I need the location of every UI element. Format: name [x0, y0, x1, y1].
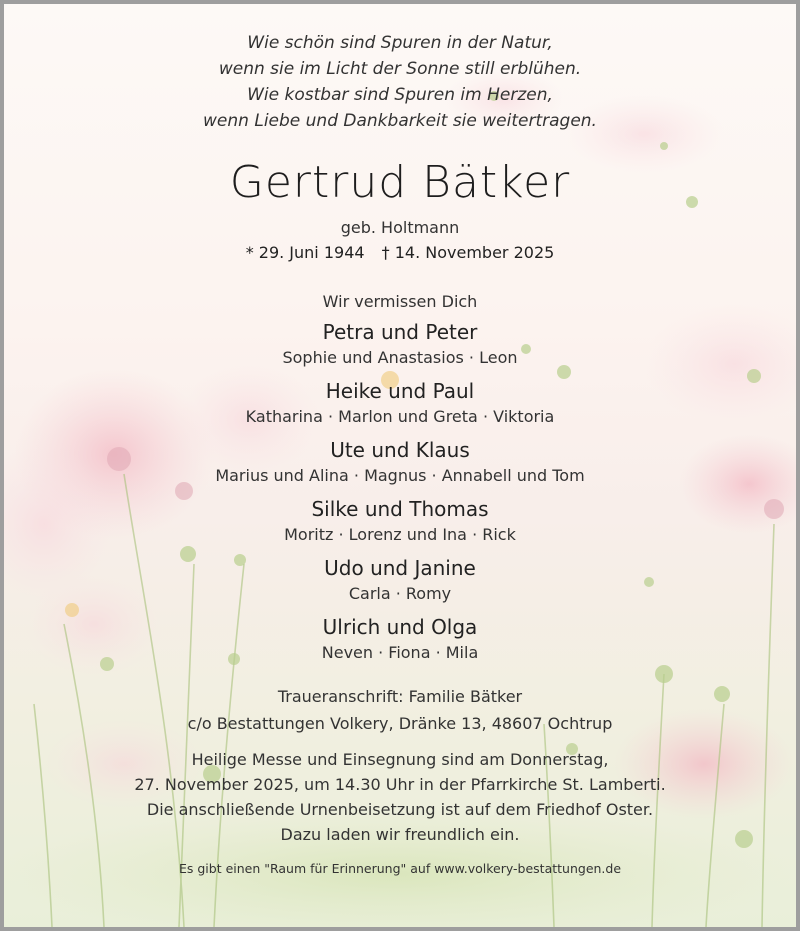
family-couple: Petra und Peter — [322, 320, 478, 344]
service-line: Dazu laden wir freundlich ein. — [280, 825, 520, 844]
obituary-content — [4, 4, 796, 876]
family-block — [4, 554, 796, 606]
family-couple: Ute und Klaus — [330, 438, 470, 462]
service-info — [4, 747, 796, 847]
mourning-address — [4, 683, 796, 737]
family-block — [4, 377, 796, 429]
poem-line: wenn Liebe und Dankbarkeit sie weitertragen. — [203, 111, 597, 131]
poem — [4, 30, 796, 134]
family-block — [4, 495, 796, 547]
family-couple: Heike und Paul — [325, 379, 475, 403]
address-line: Traueranschrift: Familie Bätker — [277, 687, 523, 706]
death-date: † 14. November 2025 — [381, 243, 555, 262]
family-couple: Ulrich und Olga — [322, 615, 478, 639]
miss-line: Wir vermissen Dich — [322, 292, 478, 311]
family-couple: Udo und Janine — [324, 556, 476, 580]
family-children: Moritz · Lorenz und Ina · Rick — [284, 525, 516, 544]
family-block — [4, 318, 796, 370]
life-dates — [4, 243, 796, 262]
family-children: Carla · Romy — [348, 584, 452, 603]
poem-line: wenn sie im Licht der Sonne still erblühen. — [218, 59, 582, 79]
service-line: Heilige Messe und Einsegnung sind am Donnerstag, — [191, 750, 609, 769]
memorial-footer: Es gibt einen "Raum für Erinnerung" auf www.volkery-bestattungen.de — [178, 861, 622, 876]
family-children: Sophie und Anastasios · Leon — [282, 348, 518, 367]
address-line: c/o Bestattungen Volkery, Dränke 13, 48607 Ochtrup — [187, 714, 613, 733]
birth-date: * 29. Juni 1944 — [245, 243, 365, 262]
family-children: Katharina · Marlon und Greta · Viktoria — [245, 407, 555, 426]
service-line: Die anschließende Urnenbeisetzung ist auf dem Friedhof Oster. — [146, 800, 654, 819]
family-block — [4, 613, 796, 665]
family-children: Marius und Alina · Magnus · Annabell und Tom — [215, 466, 585, 485]
service-line: 27. November 2025, um 14.30 Uhr in der Pfarrkirche St. Lamberti. — [134, 775, 666, 794]
poem-line: Wie kostbar sind Spuren im Herzen, — [247, 85, 553, 105]
family-children: Neven · Fiona · Mila — [321, 643, 479, 662]
poem-line: Wie schön sind Spuren in der Natur, — [247, 33, 553, 53]
family-couple: Silke und Thomas — [311, 497, 489, 521]
birth-name: geb. Holtmann — [340, 218, 460, 237]
family-block — [4, 436, 796, 488]
deceased-name: Gertrud Bätker — [229, 157, 571, 208]
